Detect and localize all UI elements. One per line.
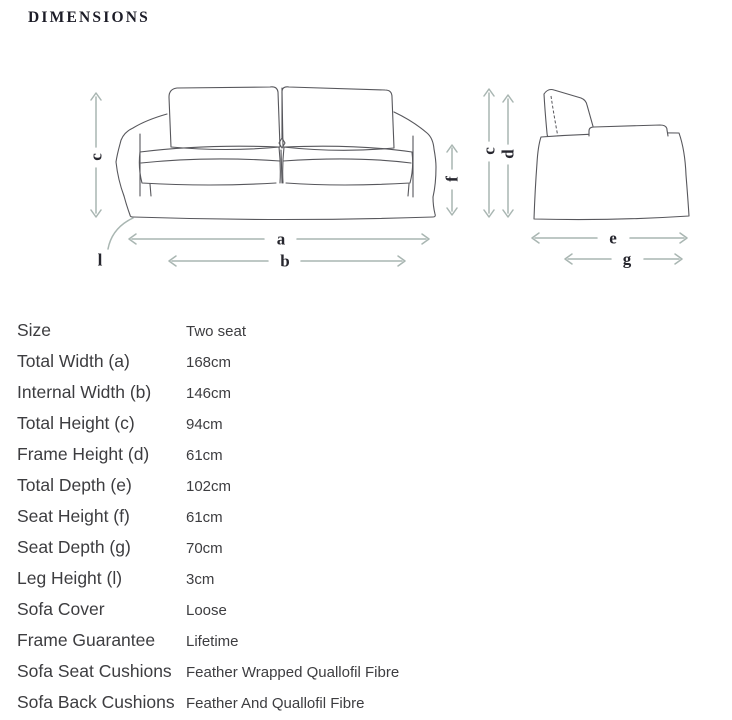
spec-value: Feather Wrapped Quallofil Fibre bbox=[186, 664, 400, 681]
side-body bbox=[534, 133, 689, 220]
spec-value: Lifetime bbox=[186, 633, 239, 650]
label-f: f bbox=[442, 176, 462, 182]
spec-row-total-depth bbox=[17, 470, 723, 501]
spec-label: Leg Height (l) bbox=[17, 568, 123, 588]
spec-row-internal-width bbox=[17, 377, 723, 408]
spec-label: Internal Width (b) bbox=[17, 382, 152, 402]
label-e: e bbox=[609, 228, 617, 248]
spec-value: 70cm bbox=[186, 540, 223, 557]
spec-row-back-cushions bbox=[17, 687, 723, 718]
spec-value: 3cm bbox=[186, 571, 215, 588]
spec-row-leg-height bbox=[17, 563, 723, 594]
label-b: b bbox=[280, 251, 290, 271]
spec-row-size bbox=[17, 315, 723, 346]
spec-value: Loose bbox=[186, 602, 227, 619]
spec-label: Size bbox=[17, 320, 52, 340]
spec-label: Total Height (c) bbox=[17, 413, 135, 433]
spec-label: Frame Height (d) bbox=[17, 444, 150, 464]
spec-table bbox=[17, 315, 723, 718]
spec-row-total-height bbox=[17, 408, 723, 439]
sofa-front-view-drawing bbox=[116, 87, 436, 220]
front-seat-cushion-right bbox=[283, 146, 413, 185]
label-a: a bbox=[276, 229, 286, 249]
sofa-dimensions-diagram bbox=[0, 0, 732, 300]
spec-value: 94cm bbox=[186, 416, 223, 433]
page-title: DIMENSIONS bbox=[28, 9, 150, 26]
front-right-arm bbox=[394, 112, 436, 197]
spec-label: Frame Guarantee bbox=[17, 630, 156, 650]
front-seat-platform-ticks bbox=[150, 184, 409, 196]
side-back-cushion bbox=[544, 90, 596, 139]
spec-label: Total Depth (e) bbox=[17, 475, 132, 495]
label-c-side: c bbox=[479, 147, 499, 155]
spec-value: 146cm bbox=[186, 385, 232, 402]
spec-label: Sofa Cover bbox=[17, 599, 105, 619]
spec-row-frame-guarantee bbox=[17, 625, 723, 656]
spec-row-frame-height bbox=[17, 439, 723, 470]
leg-height-pointer-curve bbox=[108, 218, 133, 249]
spec-label: Sofa Seat Cushions bbox=[17, 661, 172, 681]
front-back-cushion-left bbox=[169, 87, 280, 150]
spec-row-seat-depth bbox=[17, 532, 723, 563]
spec-row-total-width bbox=[17, 346, 723, 377]
spec-row-seat-height bbox=[17, 501, 723, 532]
spec-label: Seat Height (f) bbox=[17, 506, 130, 526]
spec-value: 61cm bbox=[186, 509, 223, 526]
spec-label: Seat Depth (g) bbox=[17, 537, 131, 557]
spec-value: 168cm bbox=[186, 354, 232, 371]
front-back-cushion-right bbox=[282, 87, 394, 150]
spec-value: Feather And Quallofil Fibre bbox=[186, 695, 365, 712]
spec-label: Sofa Back Cushions bbox=[17, 692, 175, 712]
label-d: d bbox=[498, 149, 518, 159]
spec-label: Total Width (a) bbox=[17, 351, 130, 371]
side-armrest bbox=[589, 125, 668, 136]
spec-row-sofa-cover bbox=[17, 594, 723, 625]
spec-row-seat-cushions bbox=[17, 656, 723, 687]
spec-value: 61cm bbox=[186, 447, 223, 464]
sofa-side-view-drawing bbox=[534, 90, 689, 220]
front-seat-cushion-left bbox=[139, 146, 280, 185]
label-l: l bbox=[97, 250, 103, 270]
label-g: g bbox=[622, 249, 632, 269]
spec-value: 102cm bbox=[186, 478, 232, 495]
spec-value: Two seat bbox=[186, 323, 247, 340]
label-c-front: c bbox=[86, 153, 106, 161]
front-base-skirt bbox=[124, 196, 435, 220]
